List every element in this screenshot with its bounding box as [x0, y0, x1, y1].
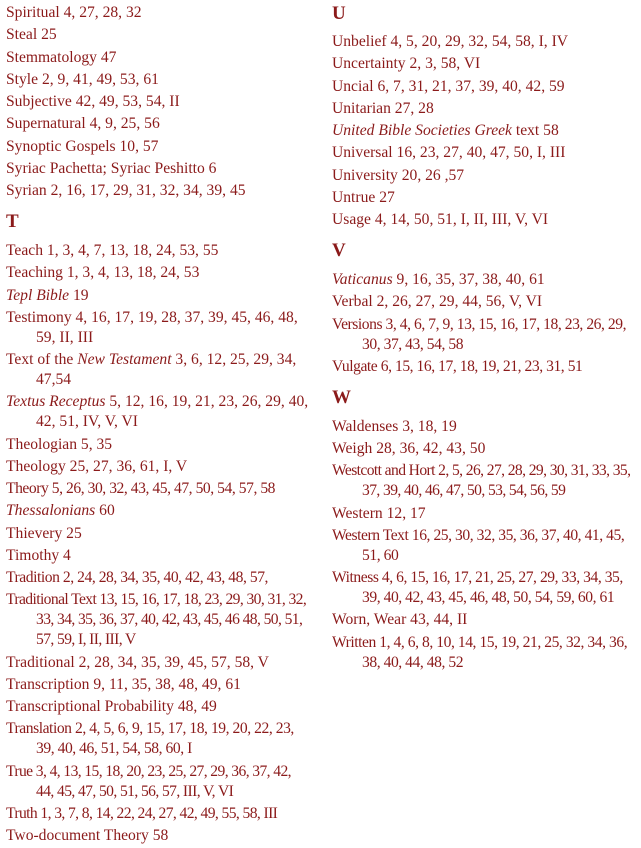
- index-entry-waldenses: Waldenses 3, 18, 19: [332, 417, 457, 435]
- index-entry-syrian: Syrian 2, 16, 17, 29, 31, 32, 34, 39, 45: [6, 182, 246, 199]
- entry-pages: 19: [69, 286, 89, 304]
- index-entry-unbelief: Unbelief 4, 5, 20, 29, 32, 54, 58, I, IV: [332, 33, 569, 50]
- entry-pages: text 58: [511, 122, 559, 139]
- index-entry-united-bible-societies: [332, 121, 637, 141]
- index-entry-two-document-theory: Two-document Theory 58: [6, 827, 169, 844]
- index-entry-teaching: Teaching 1, 3, 4, 13, 18, 24, 53: [6, 264, 200, 282]
- index-entry-spiritual: Spiritual 4, 27, 28, 32: [6, 4, 142, 21]
- index-entry-witness: Witness 4, 6, 15, 16, 17, 21, 25, 27, 29, 33, 34, 35, 39, 40, 42, 43, 45, 46, 48, 50, 54, 59, 60, 61: [332, 569, 623, 606]
- index-entry-theology: Theology 25, 27, 36, 61, I, V: [6, 457, 188, 475]
- index-entry-written: Written 1, 4, 6, 8, 10, 14, 15, 19, 21, 25, 32, 34, 36, 38, 40, 44, 48, 52: [332, 633, 628, 671]
- entry-title: Vaticanus: [332, 271, 393, 288]
- index-entry-unitarian: Unitarian 27, 28: [332, 99, 434, 117]
- index-entry-verbal: Verbal 2, 26, 27, 29, 44, 56, V, VI: [332, 293, 543, 311]
- entry-title: Textus Receptus: [6, 393, 106, 411]
- section-heading-t: T: [6, 211, 19, 232]
- entry-title: New Testament: [77, 351, 172, 368]
- index-entry-transcriptional-probability: Transcriptional Probability 48, 49: [6, 698, 217, 715]
- entry-title: United Bible Societies Greek: [332, 122, 512, 139]
- index-entry-synoptic-gospels: Synoptic Gospels 10, 57: [6, 137, 159, 155]
- index-entry-thievery: Thievery 25: [6, 524, 82, 542]
- section-heading-v: V: [332, 240, 346, 261]
- index-entry-true: True 3, 4, 13, 15, 18, 20, 23, 25, 27, 29, 36, 37, 42, 44, 45, 47, 50, 51, 56, 57, III, V, VI: [6, 762, 291, 800]
- index-entry-stemmatology: Stemmatology 47: [6, 48, 117, 66]
- index-entry-timothy: Timothy 4: [6, 546, 71, 564]
- index-entry-uncertainty: Uncertainty 2, 3, 58, VI: [332, 55, 481, 73]
- entry-pages: 5, 12, 16, 19, 21, 23, 26, 29, 40, 42, 51, IV, V, VI: [36, 393, 309, 431]
- index-entry-vaticanus: [332, 270, 637, 290]
- index-entry-westcott-hort: Westcott and Hort 2, 5, 26, 27, 28, 29, 30, 31, 33, 35, 37, 39, 40, 46, 47, 50, 53, 54, 56, 59: [332, 462, 631, 500]
- index-entry-transcription: Transcription 9, 11, 35, 38, 48, 49, 61: [6, 675, 241, 693]
- index-entry-text-of-the-nt: [6, 350, 311, 390]
- index-entry-truth: Truth 1, 3, 7, 8, 14, 22, 24, 27, 42, 49, 55, 58, III: [6, 804, 278, 822]
- index-entry-western-text: Western Text 16, 25, 30, 32, 35, 36, 37, 40, 41, 45, 51, 60: [332, 526, 625, 564]
- index-entry-syriac: Syriac Pachetta; Syriac Peshitto 6: [6, 159, 217, 177]
- section-heading-w: W: [332, 386, 351, 408]
- index-entry-thessalonians: [6, 501, 311, 521]
- entry-pages: 3, 6, 12, 25, 29, 34, 47,54: [36, 351, 297, 388]
- entry-title: Thessalonians: [6, 502, 96, 520]
- index-entry-teach: Teach 1, 3, 4, 7, 13, 18, 24, 53, 55: [6, 242, 219, 259]
- entry-pages: 60: [95, 502, 115, 520]
- index-entry-theologian: Theologian 5, 35: [6, 435, 113, 453]
- index-entry-translation: Translation 2, 4, 5, 6, 9, 15, 17, 18, 19, 20, 22, 23, 39, 40, 46, 51, 54, 58, 60, I: [6, 720, 294, 758]
- index-entry-vulgate: Vulgate 6, 15, 16, 17, 18, 19, 21, 23, 31, 51: [332, 357, 583, 375]
- index-entry-usage: Usage 4, 14, 50, 51, I, II, III, V, VI: [332, 211, 549, 228]
- index-entry-versions: Versions 3, 4, 6, 7, 9, 13, 15, 16, 17, 18, 23, 26, 29, 30, 37, 43, 54, 58: [332, 315, 627, 353]
- index-entry-textus-receptus: [6, 392, 311, 432]
- index-entry-subjective: Subjective 42, 49, 53, 54, II: [6, 93, 180, 110]
- index-entry-traditional-text: Traditional Text 13, 15, 16, 17, 18, 23, 29, 30, 31, 32, 33, 34, 35, 36, 37, 40, 42, 43, 45, 46 48, 50, 51, 57, 59, I, II, III, V: [6, 591, 307, 649]
- entry-prefix: Text of the: [6, 351, 78, 368]
- entry-pages: 9, 16, 35, 37, 38, 40, 61: [392, 271, 545, 288]
- index-entry-style: Style 2, 9, 41, 49, 53, 61: [6, 70, 159, 88]
- index-entry-uncial: Uncial 6, 7, 31, 21, 37, 39, 40, 42, 59: [332, 77, 565, 95]
- index-entry-steal: Steal 25: [6, 26, 57, 44]
- index-entry-traditional: Traditional 2, 28, 34, 35, 39, 45, 57, 58, V: [6, 653, 269, 671]
- index-entry-weigh: Weigh 28, 36, 42, 43, 50: [332, 440, 486, 457]
- index-entry-tradition: Tradition 2, 24, 28, 34, 35, 40, 42, 43, 48, 57,: [6, 569, 268, 586]
- index-entry-western: Western 12, 17: [332, 504, 426, 522]
- section-heading-u: U: [332, 3, 346, 24]
- entry-title: Tepl Bible: [6, 286, 70, 304]
- index-entry-theory: Theory 5, 26, 30, 32, 43, 45, 47, 50, 54, 57, 58: [6, 480, 276, 497]
- index-entry-supernatural: Supernatural 4, 9, 25, 56: [6, 115, 160, 133]
- left-column: [6, 3, 311, 848]
- index-entry-untrue: Untrue 27: [332, 188, 395, 206]
- index-entry-tepl-bible: [6, 286, 311, 306]
- right-column: [332, 3, 637, 675]
- index-entry-testimony: Testimony 4, 16, 17, 19, 28, 37, 39, 45, 46, 48, 59, II, III: [6, 308, 298, 346]
- index-entry-worn-wear: Worn, Wear 43, 44, II: [332, 611, 468, 629]
- index-entry-universal: Universal 16, 23, 27, 40, 47, 50, I, III: [332, 144, 566, 162]
- index-entry-university: University 20, 26 ,57: [332, 166, 465, 184]
